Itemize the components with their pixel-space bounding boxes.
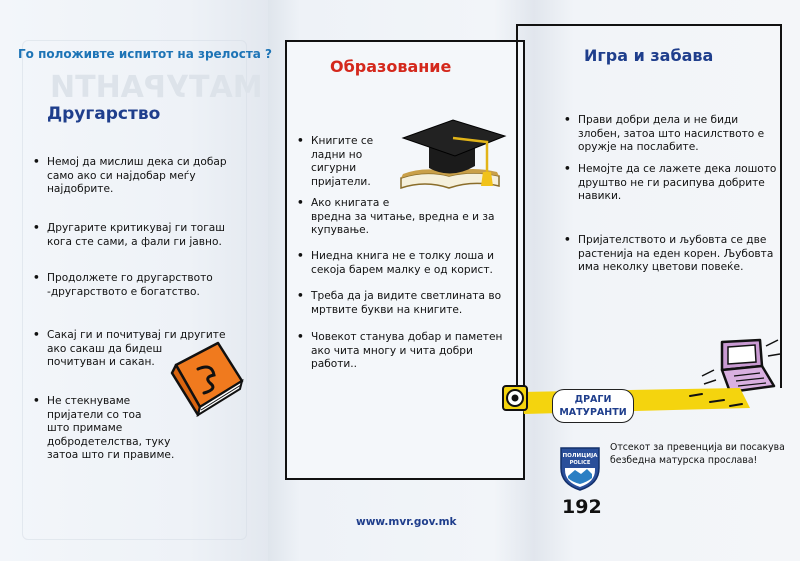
list-item: • Ако книгата е вредна за читање, вредна е и за купување. xyxy=(297,197,495,238)
list-item: • Продолжете го другарството -другарството е богатство. xyxy=(33,272,213,299)
badge-text-police-en: POLICE xyxy=(569,460,591,466)
dear-graduates-label: ДРАГИ МАТУРАНТИ xyxy=(552,389,634,423)
prevention-message: Отсекот за превенција ви посакува безбедна матурска прослава! xyxy=(610,442,785,466)
badge-text-police-mk: ПОЛИЦИЈА xyxy=(562,453,598,459)
list-item: • Немој да мислиш дека си добар само ако си најдобар меѓу најдобрите. xyxy=(33,156,227,197)
list-item: • Прави добри дела и не биди злобен, затоа што насилството е оружје на послабите. xyxy=(564,114,764,155)
target-icon xyxy=(502,385,528,411)
list-item: • Човекот станува добар и паметен ако чита многу и чита добри работи.. xyxy=(297,331,502,372)
top-question: Го положивте испитот на зрелоста ? xyxy=(18,47,273,61)
list-item: • Не стекнуваме пријатели со тоа што примаме добродетелства, туку затоа што ги правиме. xyxy=(33,395,174,463)
list-item: • Книгите се ладни но сигурни пријатели. xyxy=(297,135,373,189)
list-item: • Пријателството и љубовта се две растенија на еден корен. Љубовта има неколку цветови повеќе. xyxy=(564,234,773,275)
play-box xyxy=(516,24,782,388)
website-link[interactable]: www.mvr.gov.mk xyxy=(356,516,457,528)
list-item: • Треба да ја видите светлината во мртвите букви на книгите. xyxy=(297,290,501,317)
hotline-number: 192 xyxy=(562,496,602,518)
orange-book-icon xyxy=(168,337,246,417)
list-item: • Другарите критикувај ги тогаш кога сте сами, а фали ги јавно. xyxy=(33,222,225,249)
list-item: • Ниедна книга не е толку лоша и секоја барем малку е од корист. xyxy=(297,250,494,277)
education-heading: Образование xyxy=(330,57,452,76)
faded-background-title: МАТУРАНТИ xyxy=(50,70,263,105)
list-item: • Сакај ги и почитувај ги другите ако сакаш да бидеш почитуван и сакан. xyxy=(33,329,225,370)
police-badge-icon xyxy=(557,444,603,492)
play-heading: Игра и забава xyxy=(584,46,714,65)
list-item: • Немојте да се лажете дека лошото друштво не ги расипува добрите навики. xyxy=(564,163,776,204)
graduation-cap-icon xyxy=(395,112,507,196)
friendship-heading: Другарство xyxy=(47,104,161,124)
